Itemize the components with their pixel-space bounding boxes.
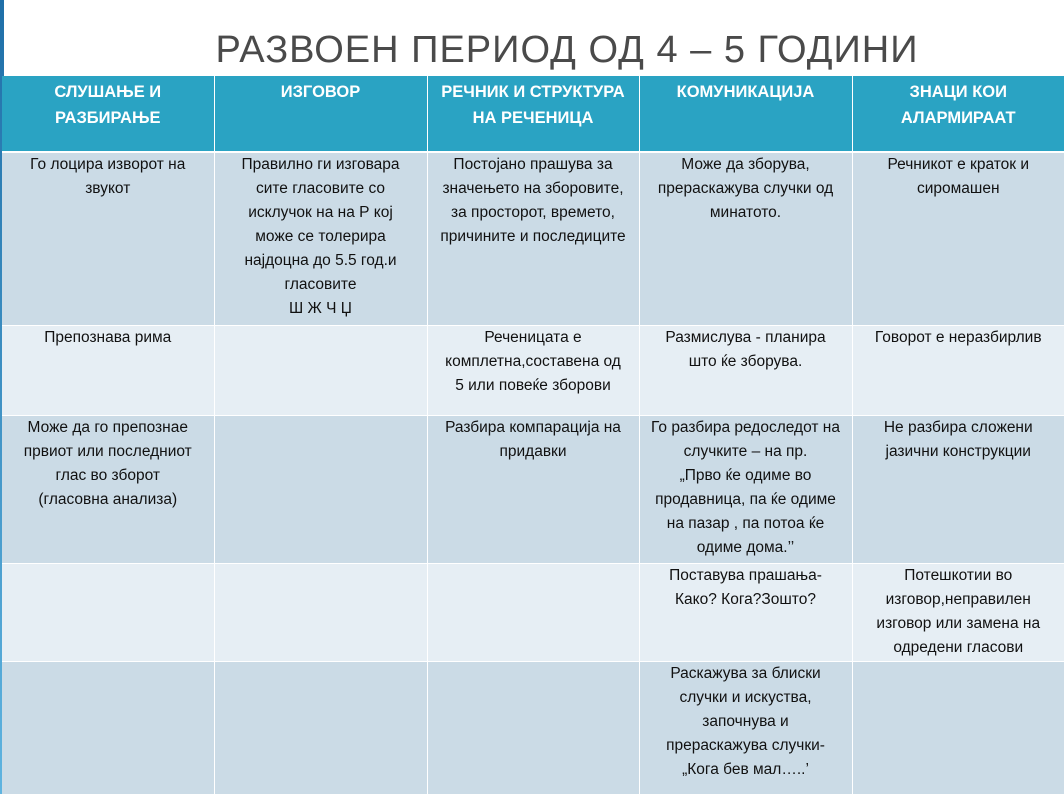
table-row	[2, 152, 1064, 325]
cell-text-line: „Прво ќе одиме во	[679, 466, 812, 484]
page-title: РАЗВОЕН ПЕРИОД ОД 4 – 5 ГОДИНИ	[215, 29, 919, 71]
cell-text-line: може се толерира	[255, 228, 386, 245]
table-cell	[852, 325, 1064, 415]
cell-text-line: комплетна,составена од	[445, 352, 621, 370]
table-header-row	[2, 76, 1064, 152]
cell-text-line: НА РЕЧЕНИЦА	[472, 109, 594, 127]
cell-text-line: првиот или последниот	[23, 442, 192, 460]
cell-text-line: придавки	[499, 442, 567, 460]
header-alarm-signs	[852, 76, 1064, 152]
header-pronunciation	[214, 76, 427, 152]
table-cell	[639, 661, 852, 794]
cell-text-line: „Кога бев мал…..’	[682, 760, 809, 778]
table-row	[2, 325, 1064, 415]
cell-text-line: започнува и	[702, 712, 789, 730]
cell-text-line: минатото.	[709, 204, 782, 221]
table-cell	[639, 152, 852, 325]
table-cell	[2, 563, 214, 661]
cell-text-line: одиме дома.’’	[696, 538, 795, 556]
cell-text-line: Раскажува за блиски	[670, 664, 821, 682]
table-cell	[427, 325, 639, 415]
cell-text-line: (гласовна анализа)	[38, 490, 178, 508]
cell-text-line: Потешкотии во	[904, 566, 1013, 584]
cell-text-line: што ќе зборува.	[688, 352, 803, 370]
cell-text-line: гласовите	[284, 276, 357, 293]
cell-text-line: Говорот е неразбирлив	[874, 328, 1042, 346]
table-row	[2, 563, 1064, 661]
cell-text-line: исклучок на на Р кој	[248, 204, 393, 221]
cell-text-line: АЛАРМИРААТ	[900, 109, 1016, 127]
table-row	[2, 661, 1064, 794]
table-cell	[214, 325, 427, 415]
cell-text-line: Разбира компарација на	[445, 418, 621, 436]
cell-text-line: Како? Кога?Зошто?	[675, 590, 816, 608]
cell-text-line: СЛУШАЊЕ И	[54, 83, 162, 101]
table-cell	[639, 563, 852, 661]
table-cell	[427, 415, 639, 563]
table-cell	[427, 563, 639, 661]
cell-text-line: значењето на зборовите,	[442, 180, 624, 197]
cell-text-line: звукот	[85, 180, 131, 197]
cell-text-line: одредени гласови	[893, 638, 1024, 656]
cell-text-line: Препознава рима	[44, 328, 172, 346]
cell-text-line: 5 или повеќе зборови	[455, 376, 611, 394]
cell-text-line: сите гласовите со	[255, 180, 386, 197]
cell-text-line: јазични конструкции	[885, 442, 1031, 460]
table-cell	[214, 152, 427, 325]
cell-text-line: РЕЧНИК И СТРУКТУРА	[441, 83, 625, 101]
cell-text-line: РАЗБИРАЊЕ	[54, 109, 161, 127]
header-listening-understanding	[2, 76, 214, 152]
table-cell	[852, 152, 1064, 325]
cell-text-line: Размислува - планира	[665, 328, 826, 346]
cell-text-line: Го лоцира изворот на	[30, 156, 186, 173]
cell-text-line: Правилно ги изговара	[241, 156, 400, 173]
table-cell	[214, 563, 427, 661]
table-cell	[2, 152, 214, 325]
cell-text-line: КОМУНИКАЦИЈА	[676, 83, 815, 101]
table-cell	[852, 415, 1064, 563]
cell-text-line: причините и последиците	[440, 228, 626, 245]
cell-text-line: прераскажува случки-	[666, 736, 825, 754]
cell-text-line: продавница, па ќе одиме	[655, 490, 836, 508]
cell-text-line: Речникот е краток и	[887, 156, 1030, 173]
table-cell	[852, 563, 1064, 661]
cell-text-line: Ш Ж Ч Џ	[289, 300, 352, 317]
table-row	[2, 415, 1064, 563]
cell-text-line: ЗНАЦИ КОИ	[909, 83, 1007, 101]
development-table	[2, 76, 1064, 795]
cell-text-line: случки и искуства,	[679, 688, 812, 706]
table-cell	[214, 661, 427, 794]
cell-text-line: Постојано прашува за	[453, 156, 613, 173]
table-cell	[427, 661, 639, 794]
table-cell	[2, 325, 214, 415]
cell-text-line: Може да зборува,	[681, 156, 810, 173]
table-cell	[852, 661, 1064, 794]
table-cell	[2, 415, 214, 563]
cell-text-line: глас во зборот	[55, 466, 160, 484]
cell-text-line: ИЗГОВОР	[280, 83, 361, 101]
table-cell	[2, 661, 214, 794]
cell-text-line: сиромашен	[916, 180, 1000, 197]
cell-text-line: најдоцна до 5.5 год.и	[244, 252, 397, 269]
cell-text-line: Не разбира сложени	[883, 418, 1033, 436]
cell-text-line: Поставува прашања-	[669, 566, 822, 584]
header-communication	[639, 76, 852, 152]
table-cell	[214, 415, 427, 563]
table-cell	[639, 415, 852, 563]
cell-text-line: изговор,неправилен	[885, 590, 1031, 608]
table-cell	[639, 325, 852, 415]
cell-text-line: Реченицата е	[484, 328, 582, 346]
cell-text-line: случките – на пр.	[683, 442, 808, 460]
cell-text-line: Го разбира редоследот на	[651, 418, 840, 436]
cell-text-line: Може да го препознае	[27, 418, 188, 436]
cell-text-line: на пазар , па потоа ќе	[666, 514, 825, 532]
table-cell	[427, 152, 639, 325]
cell-text-line: за просторот, времето,	[451, 204, 615, 221]
cell-text-line: прераскажува случки од	[657, 180, 834, 197]
cell-text-line: изговор или замена на	[876, 614, 1041, 632]
header-vocabulary-sentence-structure	[427, 76, 639, 152]
